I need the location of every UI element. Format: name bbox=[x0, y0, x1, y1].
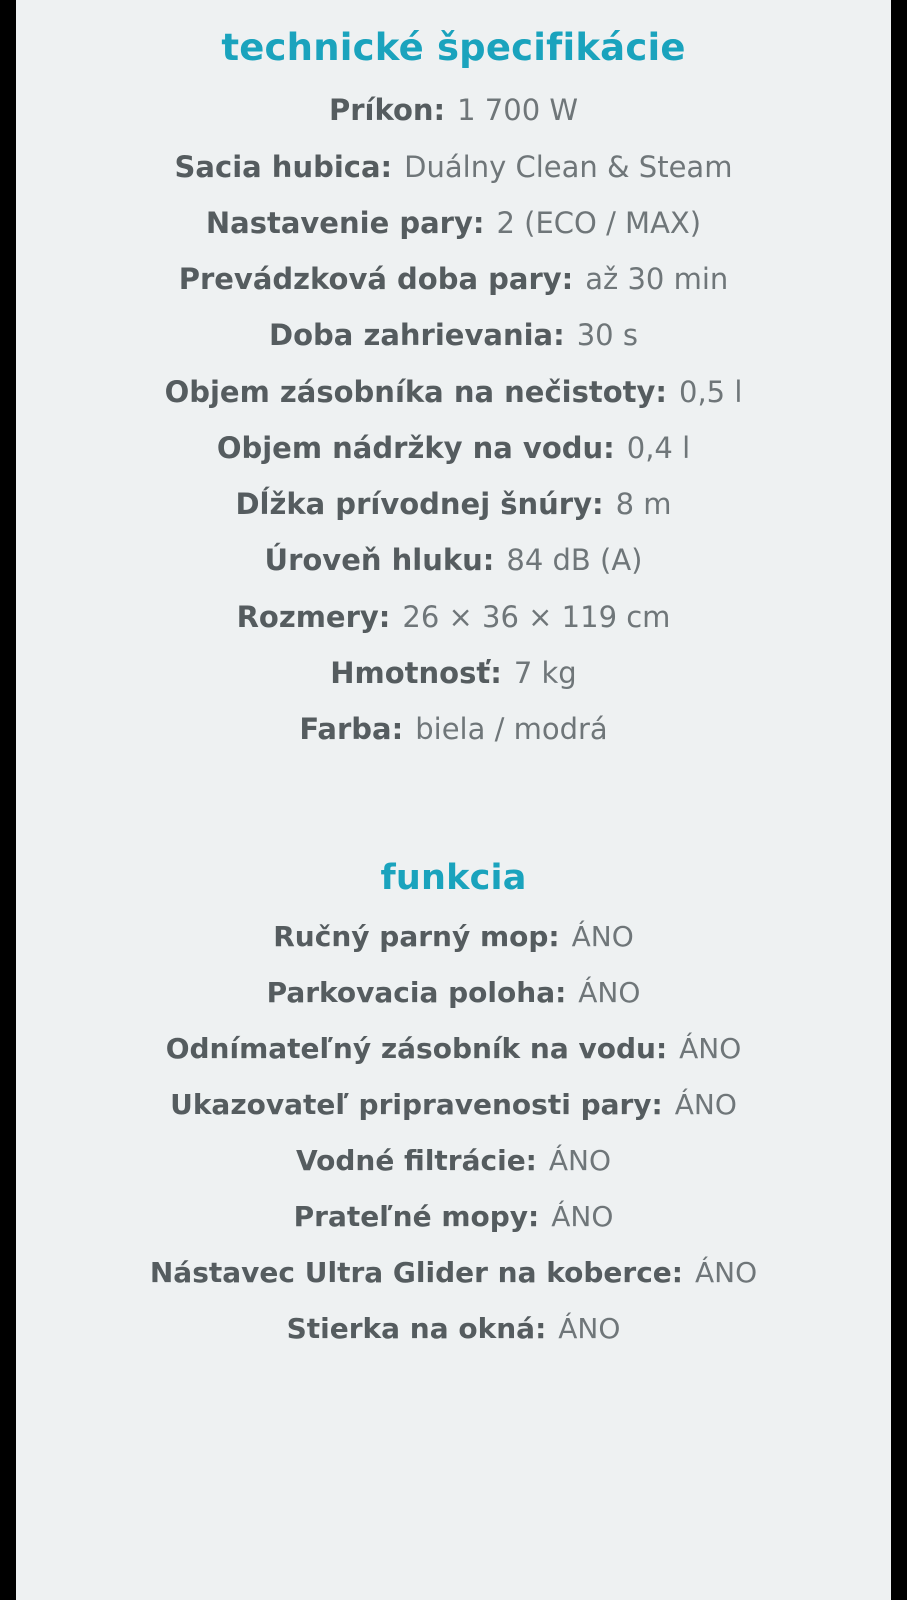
spec-value: 1 700 W bbox=[457, 93, 579, 128]
spec-label: Sacia hubica: bbox=[174, 149, 393, 184]
spec-label: Hmotnosť: bbox=[330, 655, 502, 690]
spec-label: Rozmery: bbox=[236, 599, 391, 634]
spec-row bbox=[40, 1143, 867, 1178]
spec-row bbox=[40, 919, 867, 954]
spec-value: ÁNO bbox=[679, 1032, 742, 1066]
spec-row bbox=[40, 599, 867, 635]
spec-value: až 30 min bbox=[585, 262, 729, 297]
spec-value: ÁNO bbox=[548, 1144, 612, 1178]
spec-label: Prateľné mopy: bbox=[293, 1200, 540, 1234]
spec-value: Duálny Clean & Steam bbox=[404, 149, 733, 184]
spec-value: 8 m bbox=[615, 487, 672, 522]
spec-value: ÁNO bbox=[558, 1312, 621, 1346]
spec-label: Ručný parný mop: bbox=[273, 920, 560, 954]
spec-value: 0,5 l bbox=[679, 374, 743, 409]
technical-specifications-list bbox=[40, 92, 867, 747]
spec-label: Parkovacia poloha: bbox=[266, 976, 567, 1010]
spec-label: Dĺžka prívodnej šnúry: bbox=[235, 487, 604, 522]
spec-row bbox=[40, 975, 867, 1010]
spec-value: biela / modrá bbox=[415, 712, 608, 747]
spec-label: Stierka na okná: bbox=[286, 1312, 547, 1346]
spec-label: Ukazovateľ pripravenosti pary: bbox=[170, 1088, 663, 1122]
spec-row bbox=[40, 1031, 867, 1066]
spec-label: Objem zásobníka na nečistoty: bbox=[164, 374, 668, 409]
spec-label: Prevádzková doba pary: bbox=[178, 262, 574, 297]
spec-row bbox=[40, 486, 867, 522]
spec-value: 2 (ECO / MAX) bbox=[496, 205, 702, 240]
spec-row bbox=[40, 430, 867, 466]
section-title-technical-specifications: technické špecifikácie bbox=[221, 26, 686, 69]
spec-value: ÁNO bbox=[674, 1088, 737, 1122]
spec-value: ÁNO bbox=[571, 920, 634, 954]
spec-row bbox=[40, 1255, 867, 1290]
spec-value: 26 × 36 × 119 cm bbox=[402, 599, 671, 634]
spec-label: Vodné filtrácie: bbox=[295, 1144, 537, 1178]
spec-label: Príkon: bbox=[328, 93, 446, 128]
spec-value: 0,4 l bbox=[626, 430, 691, 465]
spec-label: Doba zahrievania: bbox=[269, 318, 565, 353]
section-title-functions: funkcia bbox=[380, 858, 527, 899]
spec-row bbox=[40, 1311, 867, 1346]
spec-row bbox=[40, 542, 867, 578]
spec-label: Nástavec Ultra Glider na koberce: bbox=[149, 1256, 683, 1290]
spec-value: 7 kg bbox=[513, 655, 577, 690]
spec-row bbox=[40, 374, 867, 410]
spec-value: 84 dB (A) bbox=[506, 543, 643, 578]
spec-label: Farba: bbox=[299, 712, 404, 747]
functions-list bbox=[40, 919, 867, 1346]
spec-value: ÁNO bbox=[578, 976, 641, 1010]
spec-label: Odnímateľný zásobník na vodu: bbox=[165, 1032, 668, 1066]
spec-row bbox=[40, 1199, 867, 1234]
spec-row bbox=[40, 205, 867, 241]
spec-row bbox=[40, 261, 867, 297]
spec-row bbox=[40, 655, 867, 691]
spec-label: Objem nádržky na vodu: bbox=[216, 430, 615, 465]
spec-label: Nastavenie pary: bbox=[205, 205, 485, 240]
spec-value: ÁNO bbox=[694, 1256, 758, 1290]
spec-label: Úroveň hluku: bbox=[264, 543, 495, 578]
spec-row bbox=[40, 317, 867, 353]
spec-value: 30 s bbox=[576, 318, 638, 353]
spec-row bbox=[40, 92, 867, 128]
spec-row bbox=[40, 149, 867, 185]
spec-row bbox=[40, 711, 867, 747]
spec-row bbox=[40, 1087, 867, 1122]
spec-value: ÁNO bbox=[551, 1200, 614, 1234]
